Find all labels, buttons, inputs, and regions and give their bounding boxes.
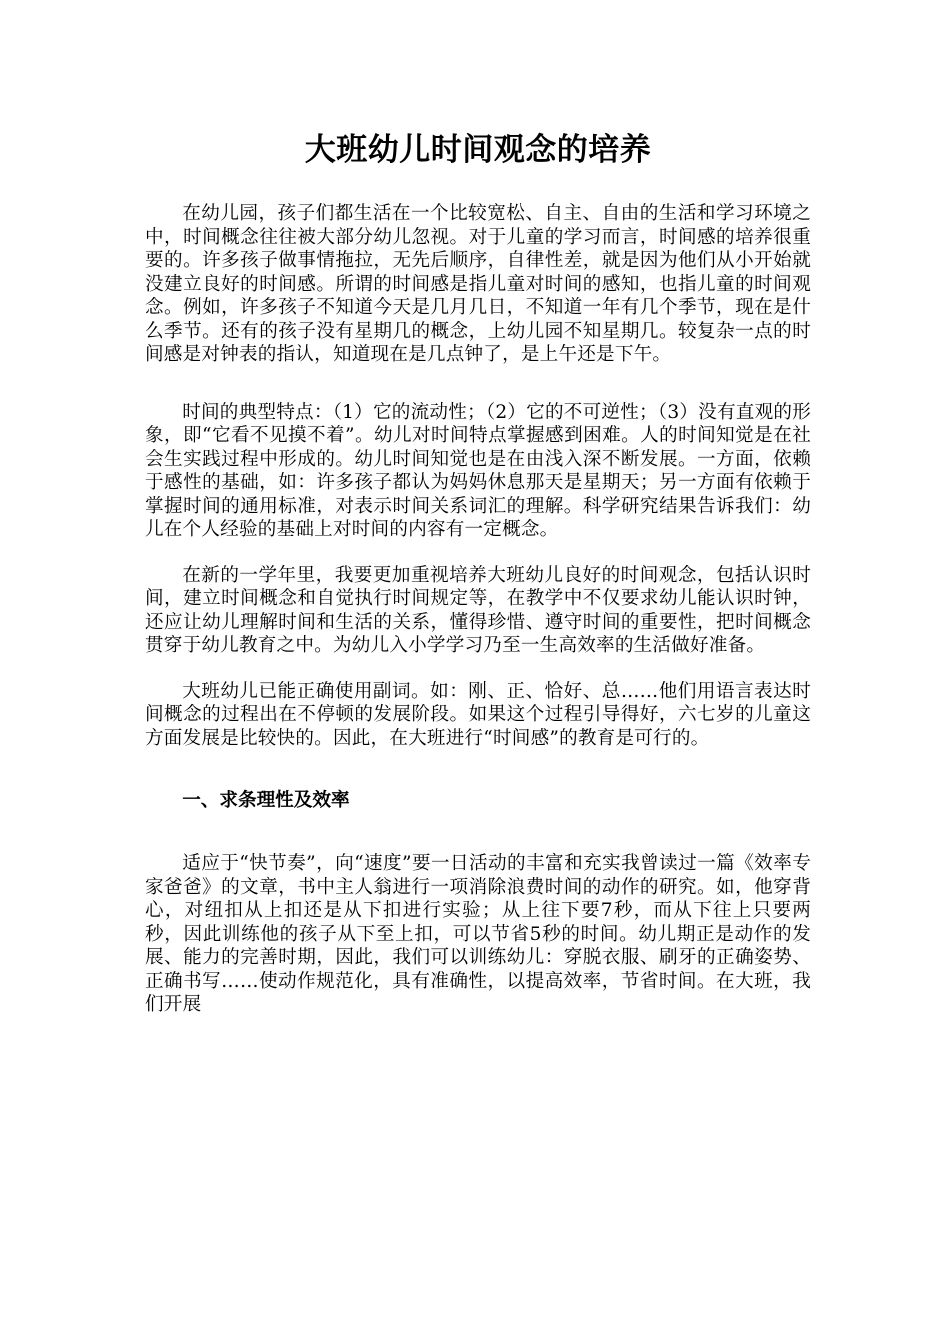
document-title: 大班幼儿时间观念的培养 [304, 132, 652, 168]
paragraph-intro: 在幼儿园，孩子们都生活在一个比较宽松、自主、自由的生活和学习环境之中，时间概念往往被大部分幼儿忽视。对于儿童的学习而言，时间感的培养很重要的。许多孩子做事情拖拉，无先后顺序，自律性差，就是因为他们从小开始就没建立良好的时间感。所谓的时间感是指儿童对时间的感知，也指儿童的时间观念。例如，许多孩子不知道今天是几月几日，不知道一年有几个季节，现在是什么季节。还有的孩子没有星期几的概念，上幼儿园不知星期几。较复杂一点的时间感是对钟表的指认，知道现在是几点钟了，是上午还是下午。 [145, 203, 811, 365]
paragraph-time-features: 时间的典型特点：（1）它的流动性；（2）它的不可逆性；（3）没有直观的形象，即“它看不见摸不着”。幼儿对时间特点掌握感到困难。人的时间知觉是在社会生实践过程中形成的。幼儿时间知觉也是在由浅入深不断发展。一方面，依赖于感性的基础，如：许多孩子都认为妈妈休息那天是星期天；另一方面有依赖于掌握时间的通用标准，对表示时间关系词汇的理解。科学研究结果告诉我们：幼儿在个人经验的基础上对时间的内容有一定概念。 [145, 401, 811, 540]
paragraph-adverbs: 大班幼儿已能正确使用副词。如：刚、正、恰好、总……他们用语言表达时间概念的过程出在不停顿的发展阶段。如果这个过程引导得好，六七岁的儿童这方面发展是比较快的。因此，在大班进行“时间感”的教育是可行的。 [145, 680, 811, 749]
section-heading-1: 一、求条理性及效率 [182, 790, 350, 811]
paragraph-new-school-year: 在新的一学年里，我要更加重视培养大班幼儿良好的时间观念，包括认识时间，建立时间概念和自觉执行时间规定等，在教学中不仅要求幼儿能认识时钟，还应让幼儿理解时间和生活的关系，懂得珍惜、遵守时间的重要性，把时间概念贯穿于幼儿教育之中。为幼儿入小学学习乃至一生高效率的生活做好准备。 [145, 564, 811, 656]
paragraph-efficiency: 适应于“快节奏”，向“速度”要一日活动的丰富和充实我曾读过一篇《效率专家爸爸》的文章，书中主人翁进行一项消除浪费时间的动作的研究。如，他穿背心，对纽扣从上扣还是从下扣进行实验；从上往下要7秒，而从下往上只要两秒，因此训练他的孩子从下至上扣，可以节省5秒的时间。幼儿期正是动作的发展、能力的完善时期，因此，我们可以训练幼儿：穿脱衣服、刷牙的正确姿势、正确书写……使动作规范化，具有准确性，以提高效率，节省时间。在大班，我们开展 [145, 853, 811, 1015]
document-body [145, 128, 811, 1017]
